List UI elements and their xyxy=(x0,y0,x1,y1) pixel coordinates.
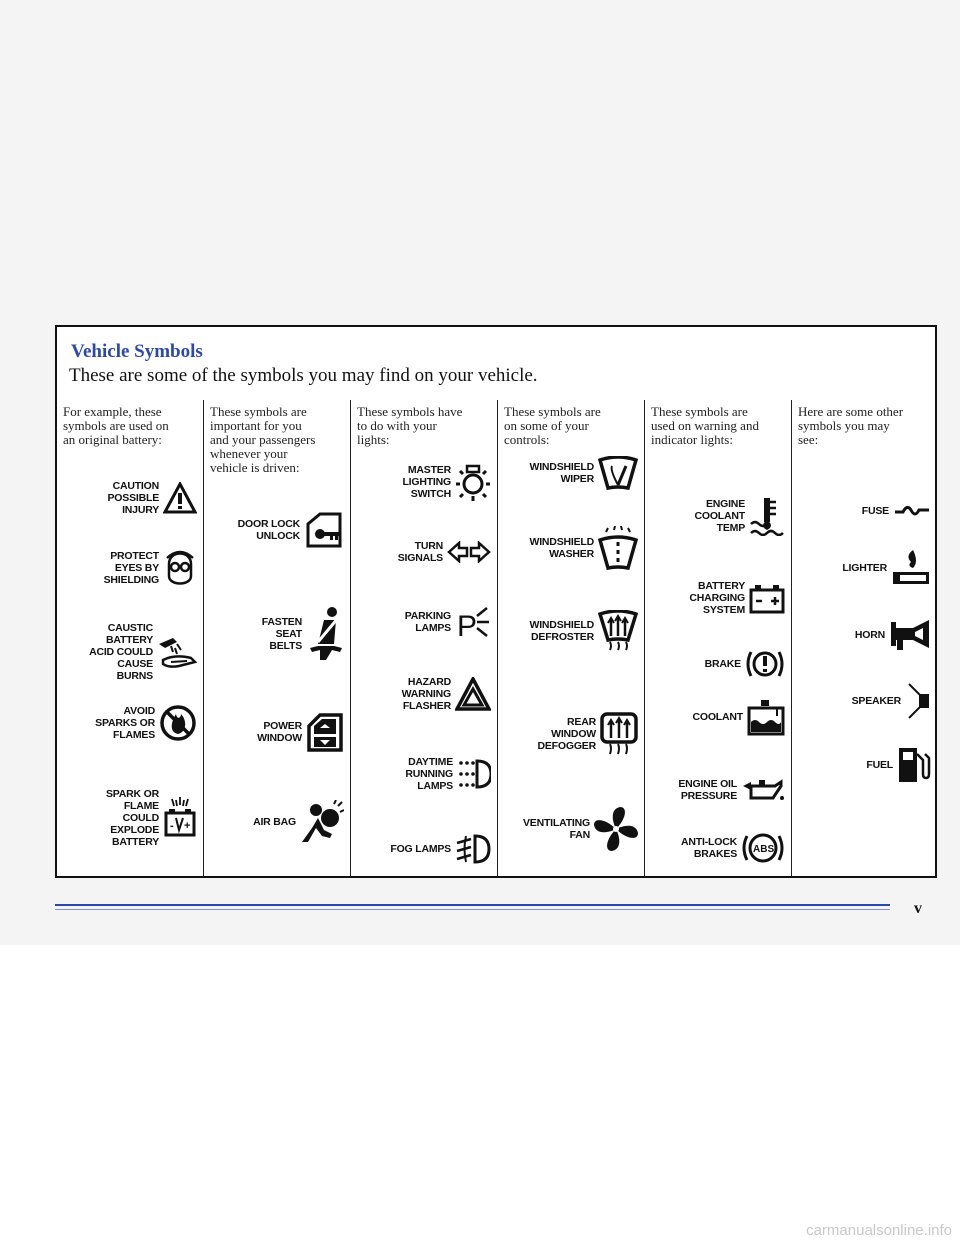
horn-icon xyxy=(889,618,931,652)
symbol-brake xyxy=(705,646,785,682)
footer-rule-thin xyxy=(55,909,890,910)
symbol-speaker xyxy=(852,682,931,720)
symbol-label: PARKING LAMPS xyxy=(404,610,451,634)
column-other xyxy=(791,400,937,876)
symbol-fog-lamps xyxy=(390,832,491,866)
symbol-power-window xyxy=(257,712,344,752)
door-lock-icon xyxy=(304,512,344,548)
no-flame-icon xyxy=(159,704,197,742)
symbol-label: FASTEN SEAT BELTS xyxy=(261,616,302,652)
page-number: v xyxy=(914,900,922,917)
power-window-icon xyxy=(306,712,344,752)
symbol-label: DOOR LOCK UNLOCK xyxy=(237,518,300,542)
footer-rule xyxy=(55,904,890,906)
symbol-oil-pressure xyxy=(678,776,785,804)
acid-burn-icon xyxy=(157,632,197,672)
svg-text:-: - xyxy=(170,820,174,832)
symbol-windshield-defroster xyxy=(530,610,639,652)
ventilating-fan-icon xyxy=(594,804,638,854)
windshield-wiper-icon xyxy=(598,456,638,490)
symbol-master-lighting xyxy=(402,462,491,502)
symbol-label: VENTILATING FAN xyxy=(522,817,590,841)
symbol-fuse xyxy=(862,502,931,520)
symbol-daytime-running xyxy=(405,756,491,792)
svg-text:ABS: ABS xyxy=(753,844,775,855)
column-lights xyxy=(350,400,497,876)
symbol-label: HORN xyxy=(854,629,885,641)
column-intro: These symbols are important for you and your passengers whenever your vehicle is driven: xyxy=(210,404,316,475)
windshield-defroster-icon xyxy=(598,610,638,652)
watermark: carmanualsonline.info xyxy=(806,1222,952,1239)
rear-defogger-icon xyxy=(600,712,638,756)
symbol-battery-explode xyxy=(106,788,197,848)
lighter-icon xyxy=(891,548,931,588)
symbol-rear-defogger xyxy=(538,712,639,756)
caution-triangle-icon xyxy=(163,482,197,514)
symbol-label: CAUSTIC BATTERY ACID COULD CAUSE BURNS xyxy=(89,622,153,682)
symbol-avoid-sparks xyxy=(95,704,197,742)
turn-signals-icon xyxy=(447,541,491,563)
fuel-pump-icon xyxy=(897,746,931,784)
hazard-triangle-icon xyxy=(455,677,491,711)
symbol-caution xyxy=(108,480,198,516)
svg-text:P: P xyxy=(457,610,478,640)
fuse-icon xyxy=(893,502,931,520)
symbol-lighter xyxy=(842,548,931,588)
column-intro: For example, these symbols are used on an original battery: xyxy=(63,404,169,447)
symbol-protect-eyes xyxy=(104,546,197,590)
symbol-horn xyxy=(855,618,931,652)
symbol-windshield-wiper xyxy=(530,456,639,490)
column-warning-lights xyxy=(644,400,791,876)
symbol-label: ENGINE OIL PRESSURE xyxy=(678,778,737,802)
fog-lamps-icon xyxy=(455,832,491,866)
symbol-label: AIR BAG xyxy=(253,816,296,828)
column-occupant xyxy=(203,400,350,876)
symbol-label: DAYTIME RUNNING LAMPS xyxy=(405,756,453,792)
parking-lamps-icon xyxy=(455,604,491,640)
symbol-label: TURN SIGNALS xyxy=(397,540,443,564)
symbol-engine-coolant-temp xyxy=(694,496,785,536)
coolant-level-icon xyxy=(747,698,785,736)
column-intro: These symbols are used on warning and indicator lights: xyxy=(651,404,759,447)
symbol-label: AVOID SPARKS OR FLAMES xyxy=(95,705,155,741)
symbol-fuel xyxy=(866,746,931,784)
symbol-label: PROTECT EYES BY SHIELDING xyxy=(103,550,159,586)
brake-warning-icon xyxy=(745,646,785,682)
symbol-label: LIGHTER xyxy=(842,562,887,574)
symbol-label: SPARK OR FLAME COULD EXPLODE BATTERY xyxy=(105,788,159,848)
symbol-windshield-washer xyxy=(530,526,639,570)
daytime-running-lamps-icon xyxy=(457,757,491,791)
windshield-washer-icon xyxy=(598,526,638,570)
symbol-label: COOLANT xyxy=(692,711,743,723)
column-intro: These symbols have to do with your lights: xyxy=(357,404,463,447)
symbol-label: SPEAKER xyxy=(851,695,901,707)
symbol-label: ENGINE COOLANT TEMP xyxy=(694,498,745,534)
eye-shield-icon xyxy=(163,546,197,590)
symbol-air-bag xyxy=(253,800,344,844)
master-lighting-icon xyxy=(455,462,491,502)
symbol-label: BRAKE xyxy=(704,658,741,670)
air-bag-icon xyxy=(300,800,344,844)
symbol-parking-lamps xyxy=(405,604,491,640)
column-controls xyxy=(497,400,644,876)
speaker-icon xyxy=(905,682,931,720)
page-title: Vehicle Symbols xyxy=(71,341,203,362)
symbol-coolant xyxy=(692,698,785,736)
battery-icon xyxy=(749,582,785,614)
symbol-label: BATTERY CHARGING SYSTEM xyxy=(689,580,745,616)
column-intro: Here are some other symbols you may see: xyxy=(798,404,904,447)
column-battery xyxy=(57,400,203,876)
battery-explode-icon xyxy=(163,797,197,839)
symbol-label: HAZARD WARNING FLASHER xyxy=(401,676,451,712)
symbol-label: POWER WINDOW xyxy=(257,720,302,744)
symbol-seat-belt xyxy=(262,606,344,662)
symbol-label: FOG LAMPS xyxy=(390,843,451,855)
symbol-label: WINDSHIELD WIPER xyxy=(529,461,594,485)
symbol-label: REAR WINDOW DEFOGGER xyxy=(537,716,596,752)
symbol-ventilating-fan xyxy=(523,804,638,854)
vehicle-symbols-panel xyxy=(55,325,937,878)
symbol-battery-charging xyxy=(689,580,785,616)
symbol-anti-lock-brakes xyxy=(681,830,785,866)
symbol-label: MASTER LIGHTING SWITCH xyxy=(402,464,451,500)
symbol-label: ANTI-LOCK BRAKES xyxy=(681,836,737,860)
symbol-label: FUSE xyxy=(861,505,889,517)
symbol-label: FUEL xyxy=(866,759,893,771)
coolant-temp-icon xyxy=(749,496,785,536)
symbol-turn-signals xyxy=(398,540,491,564)
symbol-label: WINDSHIELD DEFROSTER xyxy=(529,619,594,643)
symbol-label: CAUTION POSSIBLE INJURY xyxy=(107,480,159,516)
symbol-hazard xyxy=(402,676,491,712)
svg-text:+: + xyxy=(184,820,191,832)
page-subtitle: These are some of the symbols you may find on your vehicle. xyxy=(69,365,538,386)
oil-can-icon xyxy=(741,776,785,804)
seat-belt-icon xyxy=(306,606,344,662)
symbol-door-lock xyxy=(238,512,344,548)
symbol-caustic-acid xyxy=(89,622,197,682)
column-intro: These symbols are on some of your controls: xyxy=(504,404,601,447)
symbol-label: WINDSHIELD WASHER xyxy=(529,536,594,560)
abs-icon xyxy=(741,830,785,866)
